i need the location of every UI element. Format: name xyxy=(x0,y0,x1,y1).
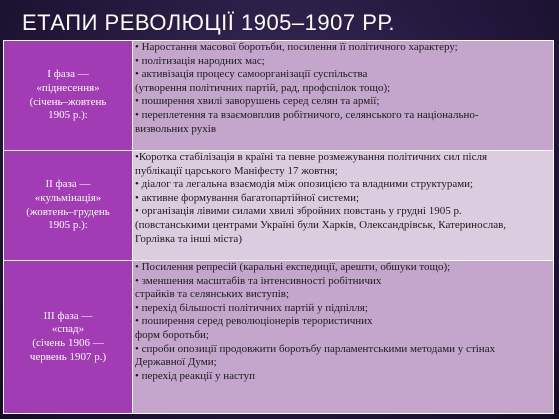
phase-label-cell xyxy=(4,151,133,261)
phase-label-line: «кульмінація» xyxy=(34,191,102,204)
table-row xyxy=(4,261,554,414)
phase-label-line: «піднесення» xyxy=(36,81,100,94)
phase-label-line: ІІ фаза — xyxy=(45,178,91,191)
event-line: •Коротка стабілізація в країні та певне розмежування політичних сил після xyxy=(135,151,488,163)
event-line: (утворення політичних партій, рад, профспілок тощо); xyxy=(135,81,391,94)
phase-events-cell xyxy=(133,151,554,261)
phase-label-line: І фаза — xyxy=(47,68,89,81)
phase-label-cell xyxy=(4,261,133,414)
event-line: • зменшення масштабів та інтенсивності робітничих xyxy=(135,274,382,287)
event-line: • спроби опозиції продовжити боротьбу парламентськими методами у стінах xyxy=(135,342,496,355)
phase-label-line: (жовтень–грудень xyxy=(26,205,110,218)
event-line: • поширення серед революціонерів терористичних xyxy=(135,315,373,328)
event-line: • політизація народних мас; xyxy=(135,54,265,67)
event-line: Горлівка та інші міста) xyxy=(135,232,242,245)
phase-label-line: «спад» xyxy=(51,323,85,336)
event-line: (повстанськими центрами Україні були Харків, Олександрівськ, Катеринослав, xyxy=(135,218,507,231)
event-line: публікації царського Маніфесту 17 жовтня; xyxy=(135,164,338,177)
phase-events-cell xyxy=(133,41,554,151)
slide-title: ЕТАПИ РЕВОЛЮЦІЇ 1905–1907 РР. xyxy=(22,10,396,35)
event-line: Державної Думи; xyxy=(135,356,217,369)
event-line: • поширення хвилі заворушень серед селян та армії; xyxy=(135,95,380,108)
event-line: • Наростання масової боротьби, посилення її політичного характеру; xyxy=(135,41,458,53)
phase-label-line: ІІІ фаза — xyxy=(43,309,93,322)
phase-label-line: 1905 р.): xyxy=(48,109,88,122)
phase-events-cell xyxy=(133,261,554,414)
event-line: • діалог та легальна взаємодія між опозицією та владними структурами; xyxy=(135,178,474,191)
event-line: • Посилення репресій (каральні експедиції, арешти, обшуки тощо); xyxy=(135,261,451,273)
phase-label-line: (січень 1906 — xyxy=(32,337,104,349)
phase-label-line: (січень–жовтень xyxy=(29,95,107,108)
event-line: • перехід більшості політичних партій у підпілля; xyxy=(135,301,368,314)
event-line: • організація лівими силами хвилі збройних повстань у грудні 1905 р. xyxy=(135,205,462,218)
event-line: страйків та селянських виступів; xyxy=(135,288,290,301)
phase-label-cell xyxy=(4,41,133,151)
event-line: • активне формування багатопартійної системи; xyxy=(135,191,360,204)
table-row xyxy=(4,151,554,261)
table-row xyxy=(4,41,554,151)
event-line: • переплетення та взаємовплив робітничого, селянського та національно- xyxy=(135,108,479,121)
phase-label-line: 1905 р.): xyxy=(48,219,88,232)
event-line: • активізація процесу самоорганізації суспільства xyxy=(135,68,368,81)
event-line: визвольних рухів xyxy=(135,122,217,135)
event-line: форм боротьби; xyxy=(135,328,209,341)
phase-label-line: червень 1907 р.) xyxy=(29,350,107,363)
phases-table xyxy=(3,40,554,414)
event-line: • перехід реакції у наступ xyxy=(135,369,255,382)
